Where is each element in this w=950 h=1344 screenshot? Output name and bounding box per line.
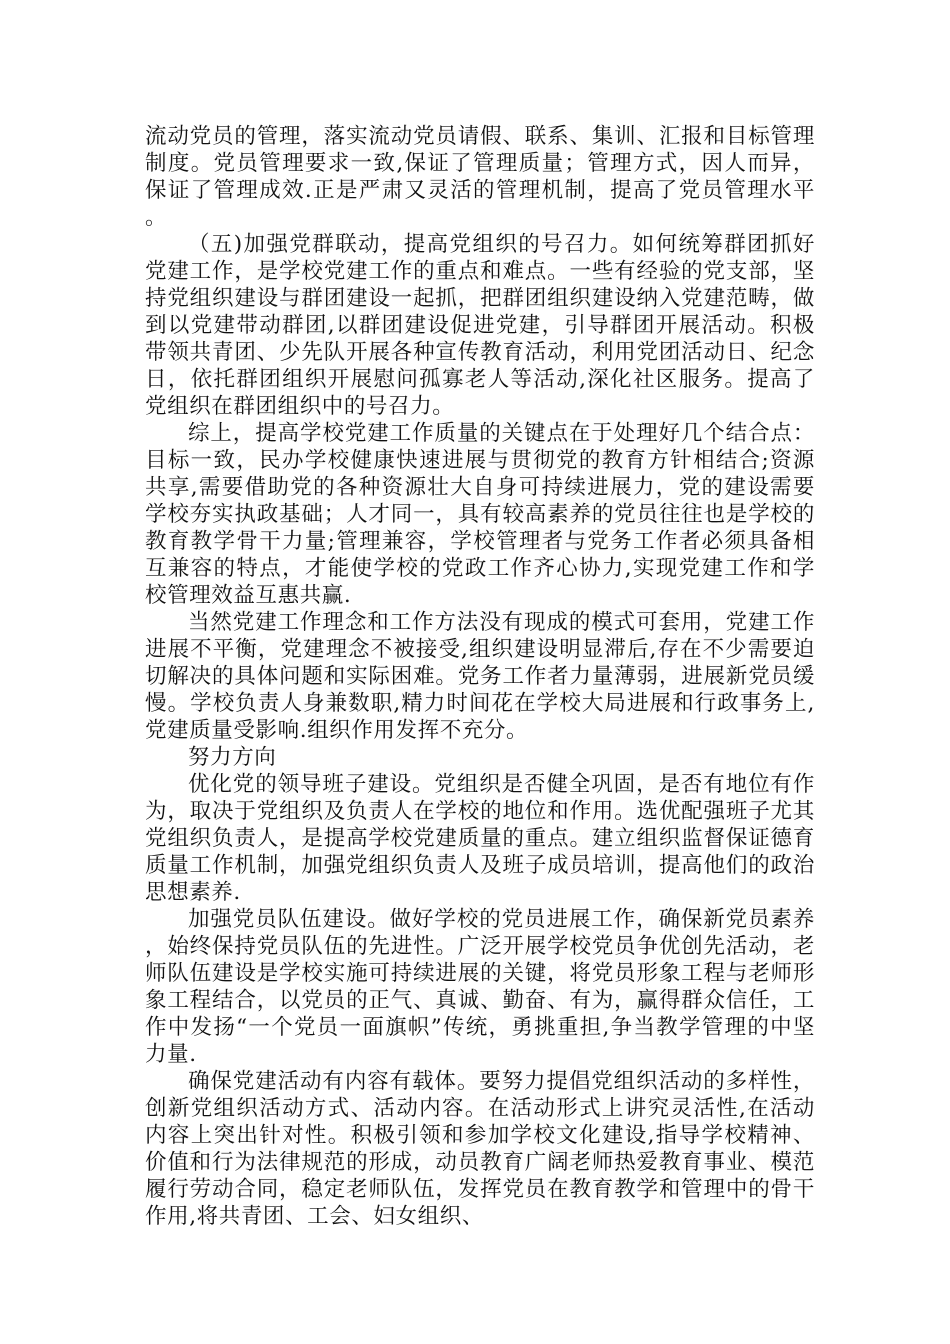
document-body [145,123,815,1230]
paragraph-existing-problems: 当然党建工作理念和工作方法没有现成的模式可套用，党建工作进展不平衡，党建理念不被接受,组织建设明显滞后,存在不少需要迫切解决的具体问题和实际困难。党务工作者力量薄弱，进展新党员缓慢。学校负责人身兼数职,精力时间花在学校大局进展和行政事务上,党建质量受影响.组织作用发挥不充分。 [145,610,815,743]
paragraph-floating-member-management: 流动党员的管理，落实流动党员请假、联系、集训、汇报和目标管理制度。党员管理要求一致,保证了管理质量；管理方式，因人而异，保证了管理成效.正是严肃又灵活的管理机制，提高了党员管理水平。 [145,124,815,230]
paragraph-party-mass-linkage: （五)加强党群联动，提高党组织的号召力。如何统筹群团抓好党建工作，是学校党建工作的重点和难点。一些有经验的党支部，坚持党组织建设与群团建设一起抓，把群团组织建设纳入党建范畴，做到以党建带动群团,以群团建设促进党建，引导群团开展活动。积极带领共青团、少先队开展各种宣传教育活动，利用党团活动日、纪念日，依托群团组织开展慰问孤寡老人等活动,深化社区服务。提高了党组织在群团组织中的号召力。 [145,232,815,419]
section-heading-direction: 努力方向 [188,745,277,770]
paragraph-activity-content: 确保党建活动有内容有载体。要努力提倡党组织活动的多样性，创新党组织活动方式、活动内容。在活动形式上讲究灵活性,在活动内容上突出针对性。积极引领和参加学校文化建设,指导学校精神、价值和行为法律规范的形成，动员教育广阔老师热爱教育事业、模范履行劳动合同，稳定老师队伍，发挥党员在教育教学和管理中的骨干作用,将共青团、工会、妇女组织、 [145,1069,815,1229]
paragraph-member-team-building: 加强党员队伍建设。做好学校的党员进展工作，确保新党员素养，始终保持党员队伍的先进性。广泛开展学校党员争优创先活动，老师队伍建设是学校实施可持续进展的关键，将党员形象工程与老师形象工程结合，以党员的正气、真诚、勤奋、有为，赢得群众信任，工作中发扬“一个党员一面旗帜”传统，勇挑重担,争当教学管理的中坚力量. [145,907,815,1067]
paragraph-leadership-building: 优化党的领导班子建设。党组织是否健全巩固，是否有地位有作为，取决于党组织及负责人在学校的地位和作用。选优配强班子尤其党组织负责人，是提高学校党建质量的重点。建立组织监督保证德育质量工作机制，加强党组织负责人及班子成员培训，提高他们的政治思想素养. [145,772,815,905]
paragraph-summary-key-points: 综上，提高学校党建工作质量的关键点在于处理好几个结合点：目标一致，民办学校健康快速进展与贯彻党的教育方针相结合;资源共享,需要借助党的各种资源壮大自身可持续进展力，党的建设需要学校夯实执政基础；人才同一，具有较高素养的党员往往也是学校的教育教学骨干力量;管理兼容，学校管理者与党务工作者必须具备相互兼容的特点，才能使学校的党政工作齐心协力,实现党建工作和学校管理效益互惠共赢. [145,421,815,608]
